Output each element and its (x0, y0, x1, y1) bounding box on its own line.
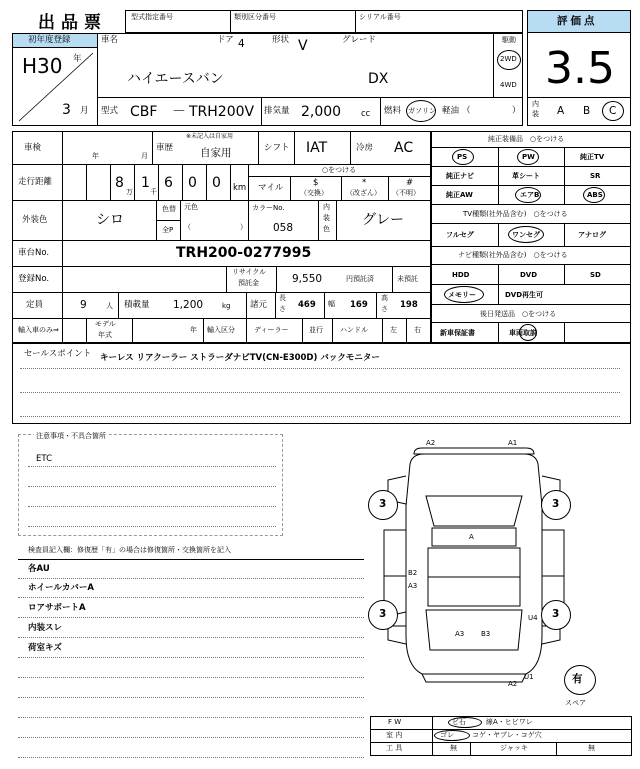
interior-damage-option-1: ゴレ (440, 731, 454, 739)
fw-option-1: ビ石 (452, 718, 466, 726)
mileage-d4: 0 (188, 175, 197, 191)
nav-sd: SD (590, 271, 601, 279)
selling-points-label: セールスポイント (24, 349, 92, 359)
drive-label: 駆動 (502, 36, 516, 44)
length-label-1: 長 (279, 294, 286, 302)
interior-color-label-1: 内 (323, 203, 330, 211)
shift-value: IAT (306, 140, 328, 156)
diagram-label-b3-rear: B3 (481, 630, 491, 638)
mile-label: マイル (258, 183, 284, 193)
jack-label: ジャッキ (500, 744, 528, 752)
diagram-label-u1: U1 (524, 673, 534, 681)
width-value: 169 (350, 300, 368, 310)
door-count: 4 (238, 38, 245, 50)
type-code: TRH200V (189, 104, 255, 120)
recycle-amount: 9,550 (292, 273, 323, 285)
load-label: 積載量 (124, 300, 150, 310)
car-diagram (366, 436, 582, 690)
interior-damage-label: 室 内 (386, 731, 403, 739)
shaken-label: 車検 (24, 143, 42, 153)
interior-score-label-2: 装 (532, 110, 539, 118)
spare-tire-label: スペア (565, 699, 586, 707)
spare-tire-value: 有 (572, 673, 583, 685)
displacement-label: 排気量 (264, 106, 290, 116)
equip-genuine-aw: 純正AW (446, 191, 473, 199)
load-unit: kg (222, 302, 231, 310)
ac-value: AC (394, 140, 414, 156)
tools-value: 無 (450, 744, 457, 752)
car-name-label: 車名 (101, 35, 119, 45)
tire-front-left-value: 3 (379, 498, 387, 510)
inspector-line-2: ホイールカバーA (28, 583, 94, 593)
tire-front-right-value: 3 (552, 498, 560, 510)
nav-dvd: DVD (520, 271, 538, 279)
inspector-line-5: 荷室キズ (28, 643, 62, 653)
equip-ps: PS (457, 153, 468, 161)
mileage-sen-unit: 千 (150, 188, 157, 196)
import-only-label: 輸入車のみ⇒ (18, 326, 59, 334)
shaken-year-unit: 年 (92, 152, 99, 160)
tire-rear-right-value: 3 (552, 608, 560, 620)
import-dealer: ディーラー (254, 326, 289, 334)
registration-label: 登録No. (18, 274, 50, 284)
seats-label: 定員 (26, 300, 44, 310)
hash-note: （不明） (392, 189, 420, 197)
nav-memory: メモリー (448, 291, 476, 299)
interior-grade-circle (602, 101, 624, 121)
color-change-label: 色替 (162, 205, 176, 213)
header-id-boxes (125, 10, 523, 33)
grade-label: グレード (342, 35, 377, 45)
chassis-value: TRH200-0277995 (176, 245, 312, 261)
deposit-done: 円預託済 (346, 275, 374, 283)
height-value: 198 (400, 300, 418, 310)
diagram-label-a2-bottom: A2 (508, 680, 518, 688)
type-label: 型式 (101, 106, 119, 116)
history-note: ※未記入は自家用 (186, 133, 234, 140)
fw-option-2: 線A・ヒビワレ (486, 718, 533, 726)
seats-value: 9 (80, 299, 87, 311)
seats-unit: 人 (106, 302, 113, 310)
mileage-d5: 0 (212, 175, 221, 191)
tv-oneseg: ワンセグ (512, 231, 540, 239)
original-color-label: 元色 (184, 203, 198, 211)
equipment-header: 純正装備品 ○をつける (488, 135, 565, 143)
height-label-1: 高 (381, 294, 388, 302)
car-name: ハイエースバン (127, 71, 224, 87)
jack-value: 無 (588, 744, 595, 752)
chassis-label: 車台No. (18, 248, 50, 258)
light-oil-paren-open: （ (462, 106, 471, 116)
diagram-label-a3-rear: A3 (455, 630, 465, 638)
interior-color-label-2: 装 (323, 214, 330, 222)
recycle-label-2: 預託金 (238, 279, 259, 287)
diagram-label-u4: U4 (528, 614, 538, 622)
diagram-label-a3-left: A3 (408, 582, 418, 590)
tv-header: TV種類(社外品含む) ○をつける (463, 210, 568, 218)
notes-line-1: ETC (36, 454, 52, 464)
model-number-label: 型式指定番号 (131, 13, 173, 21)
type-prefix: CBF (130, 104, 158, 120)
tire-rear-left-value: 3 (379, 608, 387, 620)
star-note: （改ざん） (346, 189, 381, 197)
main-table (12, 131, 431, 343)
interior-color-value: グレー (362, 212, 404, 228)
displacement-unit: cc (361, 109, 371, 119)
original-color-paren-open: （ (184, 223, 191, 231)
original-color-paren-close: ） (240, 223, 247, 231)
inspector-line-3: ロアサポートA (28, 603, 86, 613)
later-warranty: 新車保証書 (440, 329, 475, 337)
color-number-label: カラーNo. (252, 204, 285, 212)
recycle-label-1: リサイクル (232, 268, 267, 276)
shape-value: V (298, 38, 308, 54)
diagram-label-a1-top: A1 (508, 439, 518, 447)
nav-hdd: HDD (452, 271, 470, 279)
type-dash: － (172, 104, 186, 120)
class-number-label: 類別区分番号 (234, 13, 276, 21)
first-reg-month: 3 (62, 102, 71, 118)
first-reg-month-unit: 月 (80, 106, 89, 116)
dollar-mark: $ (313, 178, 319, 188)
interior-grade-a: A (557, 105, 565, 117)
mileage-d1: 8 (115, 175, 124, 191)
dims-label: 諸元 (250, 300, 268, 310)
nav-dvd-playback: DVD再生可 (505, 291, 544, 299)
serial-number-label: シリアル番号 (359, 13, 401, 21)
interior-damage-option-2: コゲ・ヤブレ・コゲ穴 (472, 731, 542, 739)
color-number-value: 058 (273, 222, 294, 234)
history-label: 車歴 (156, 143, 174, 153)
fuel-label: 燃料 (384, 106, 402, 116)
equip-genuine-tv: 純正TV (580, 153, 605, 161)
model-year-label-1: モデル (95, 320, 116, 328)
star-mark: * (362, 178, 367, 188)
ac-label: 冷房 (356, 143, 374, 153)
light-oil-label: 軽油 (442, 106, 460, 116)
fw-label: F W (388, 718, 402, 726)
equip-abs: ABS (587, 191, 603, 199)
inspector-line-1: 各AU (28, 564, 50, 574)
mileage-d3: 6 (164, 175, 173, 191)
all-paint-label: 全P (162, 226, 174, 234)
notes-box (18, 434, 283, 536)
hash-mark: # (406, 178, 414, 188)
exterior-color-value: シロ (96, 212, 124, 228)
mileage-d2: 1 (141, 175, 150, 191)
door-label: ドア (217, 35, 234, 45)
import-parallel: 並行 (309, 326, 323, 334)
equip-genuine-navi: 純正ナビ (446, 172, 474, 180)
handle-left: 左 (390, 326, 397, 334)
load-value: 1,200 (173, 299, 204, 311)
handle-label: ハンドル (340, 326, 368, 334)
shift-label: シフト (264, 143, 290, 153)
mileage-man-unit: 万 (126, 188, 133, 196)
equip-pw: PW (522, 153, 535, 161)
later-manual: 車両取説 (509, 329, 537, 337)
handle-right: 右 (414, 326, 421, 334)
exterior-color-label: 外装色 (22, 215, 48, 225)
score-header: 評価点 (557, 15, 598, 27)
drive-4wd: 4WD (500, 81, 517, 89)
inspector-header: 検査員記入欄：修復歴「有」の場合は修復箇所・交換箇所を記入 (28, 546, 231, 554)
sheet-title: 出品票 (38, 13, 107, 33)
diagram-label-hood: A (469, 533, 474, 541)
equip-leather: 革シート (512, 172, 540, 180)
interior-grade-c: C (609, 105, 617, 117)
mileage-label: 走行距離 (18, 177, 53, 187)
notes-header: 注意事項・不具合箇所 (36, 432, 106, 440)
interior-grade-b: B (583, 105, 591, 117)
width-label: 幅 (328, 300, 335, 308)
import-type-label: 輸入区分 (207, 326, 235, 334)
mileage-circle-note: ○をつける (322, 166, 357, 174)
mileage-km-unit: km (233, 183, 247, 193)
shape-label: 形状 (272, 35, 290, 45)
fuel-value: ガソリン (408, 107, 436, 115)
interior-score-label-1: 内 (532, 100, 539, 108)
model-year-unit: 年 (190, 326, 197, 334)
tv-analog: アナログ (578, 231, 606, 239)
grade-value: DX (368, 71, 389, 87)
height-label-2: さ (381, 305, 388, 313)
history-value: 自家用 (200, 147, 232, 159)
first-reg-year-unit: 年 (73, 54, 82, 64)
length-value: 469 (298, 300, 316, 310)
drive-2wd: 2WD (500, 55, 517, 63)
tv-fullseg: フルセグ (446, 231, 474, 239)
first-reg-year: H30 (22, 54, 63, 78)
tools-label: 工 具 (386, 744, 403, 752)
length-label-2: さ (279, 305, 286, 313)
light-oil-paren-close: ） (512, 106, 521, 116)
equip-sunroof: SR (590, 172, 601, 180)
first-reg-header: 初年度登録 (28, 35, 71, 45)
selling-points-text: キーレス リアクーラー ストラーダナビTV(CN-E300D) バックモニター (100, 353, 380, 363)
nav-header: ナビ種類(社外品含む) ○をつける (458, 251, 568, 259)
inspector-line-4: 内装スレ (28, 623, 63, 633)
equip-airbag: エアB (520, 191, 540, 199)
deposit-not: 未預託 (397, 275, 418, 283)
shaken-month-unit: 月 (141, 152, 148, 160)
model-year-label-2: 年式 (98, 331, 112, 339)
displacement-value: 2,000 (301, 104, 342, 120)
diagram-label-b2: B2 (408, 569, 418, 577)
score-value: 3.5 (545, 43, 615, 94)
later-header: 後日発送品 ○をつける (480, 310, 557, 318)
dollar-note: （交換） (300, 189, 328, 197)
interior-color-label-3: 色 (323, 225, 330, 233)
diagram-label-a2-top: A2 (426, 439, 436, 447)
